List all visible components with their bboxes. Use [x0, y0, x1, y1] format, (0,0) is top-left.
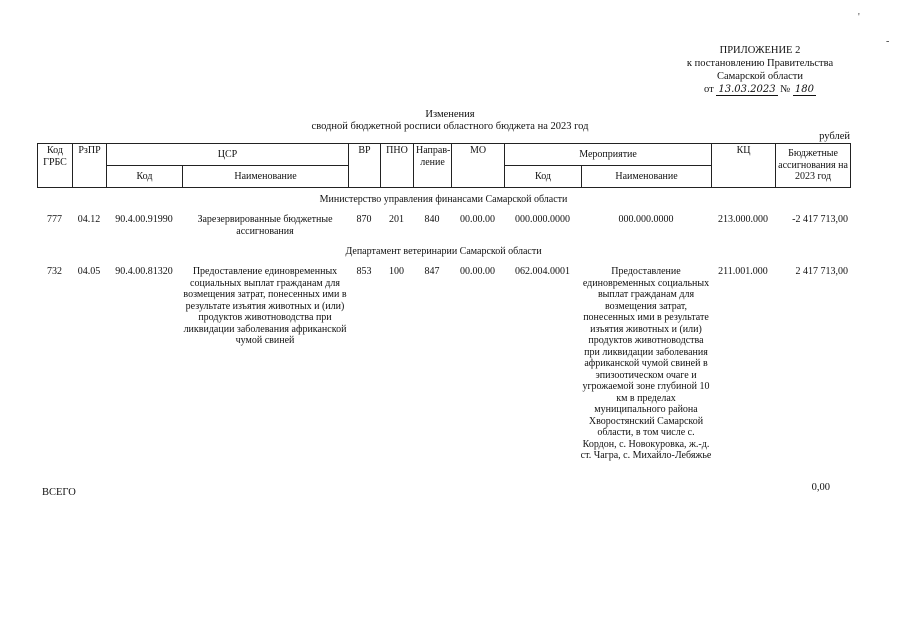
attachment-date-line — [704, 83, 816, 96]
cell-kc: 211.001.000 — [718, 266, 768, 277]
cell-event-name: 000.000.0000 — [618, 214, 674, 225]
scan-mark: ' — [858, 12, 860, 23]
header-event-code: Код — [505, 166, 582, 188]
cell-amount: -2 417 713,00 — [792, 214, 848, 225]
number-prefix: № — [780, 84, 791, 95]
cell-mo: 00.00.00 — [460, 214, 495, 225]
handwritten-date: 13.03.2023 — [718, 84, 776, 95]
header-grbs: Код ГРБС — [38, 144, 73, 188]
header-pno: ПНО — [381, 144, 414, 188]
header-csr-name: Наименование — [183, 166, 349, 188]
cell-event-name: Предоставление единовременных социальных выплат гражданам для возмещения затрат, понесенных ими в результате изъятия животных и (или) продуктов животноводства при ликвидации заболевания африканской чумой свиней в эпизоотическом очаге и угрожаемой зоне глубиной 10 км в пределах муниципального района Хворостянский Самарской области, в том числе с. Кордон, с. Новокуровка, ж.-д. ст. Чагра, с. Михайло-Лебяжье — [580, 266, 712, 461]
header-event-name: Наименование — [582, 166, 712, 188]
cell-pno: 201 — [389, 214, 404, 225]
header-vr: ВР — [349, 144, 381, 188]
header-rzpr: РзПР — [73, 144, 107, 188]
cell-mo: 00.00.00 — [460, 266, 495, 277]
total-value: 0,00 — [811, 482, 830, 493]
handwritten-number: 180 — [794, 84, 814, 95]
header-kc: КЦ — [712, 144, 776, 188]
cell-direction: 840 — [424, 214, 440, 225]
header-csr: ЦСР — [107, 144, 349, 166]
header-event: Мероприятие — [505, 144, 712, 166]
header-csr-code: Код — [107, 166, 183, 188]
attachment-line-2: Самарской области — [717, 71, 803, 82]
cell-rzpr: 04.12 — [77, 214, 101, 225]
section-title: Министерство управления финансами Самарской области — [319, 194, 568, 205]
document-title — [250, 109, 650, 133]
date-prefix: от — [704, 84, 714, 95]
cell-csr-code: 90.4.00.91990 — [115, 214, 173, 225]
units-label: рублей — [819, 131, 850, 142]
total-label: ВСЕГО — [42, 487, 76, 498]
cell-amount: 2 417 713,00 — [795, 266, 848, 277]
cell-pno: 100 — [389, 266, 404, 277]
cell-grbs: 777 — [47, 214, 62, 225]
section-title: Департамент ветеринарии Самарской области — [345, 246, 542, 257]
cell-vr: 870 — [356, 214, 372, 225]
cell-event-code: 000.000.0000 — [515, 214, 570, 225]
attachment-block — [640, 44, 880, 96]
cell-csr-code: 90.4.00.81320 — [115, 266, 173, 277]
header-direction: Направ-ление — [414, 144, 452, 188]
cell-csr-name: Зарезервированные бюджетные ассигнования — [197, 214, 333, 237]
cell-vr: 853 — [356, 266, 372, 277]
scan-mark: - — [886, 36, 890, 47]
header-mo: МО — [452, 144, 505, 188]
cell-grbs: 732 — [47, 266, 62, 277]
cell-event-code: 062.004.0001 — [515, 266, 570, 277]
cell-rzpr: 04.05 — [77, 266, 101, 277]
document-title-line-1: Изменения — [425, 109, 475, 120]
attachment-line-1: к постановлению Правительства — [686, 58, 834, 69]
cell-csr-name: Предоставление единовременных социальных выплат гражданам для возмещения затрат, понесенных ими в результате изъятия животных и (или) продуктов животноводства при ликвидации заболевания африканской чумой свиней — [183, 266, 347, 346]
document-title-line-2: сводной бюджетной росписи областного бюджета на 2023 год — [311, 121, 589, 132]
table-header — [37, 143, 851, 188]
attachment-title: ПРИЛОЖЕНИЕ 2 — [719, 45, 801, 56]
header-allocations: Бюджетные ассигнования на 2023 год — [776, 144, 851, 188]
cell-kc: 213.000.000 — [718, 214, 768, 225]
cell-direction: 847 — [424, 266, 440, 277]
